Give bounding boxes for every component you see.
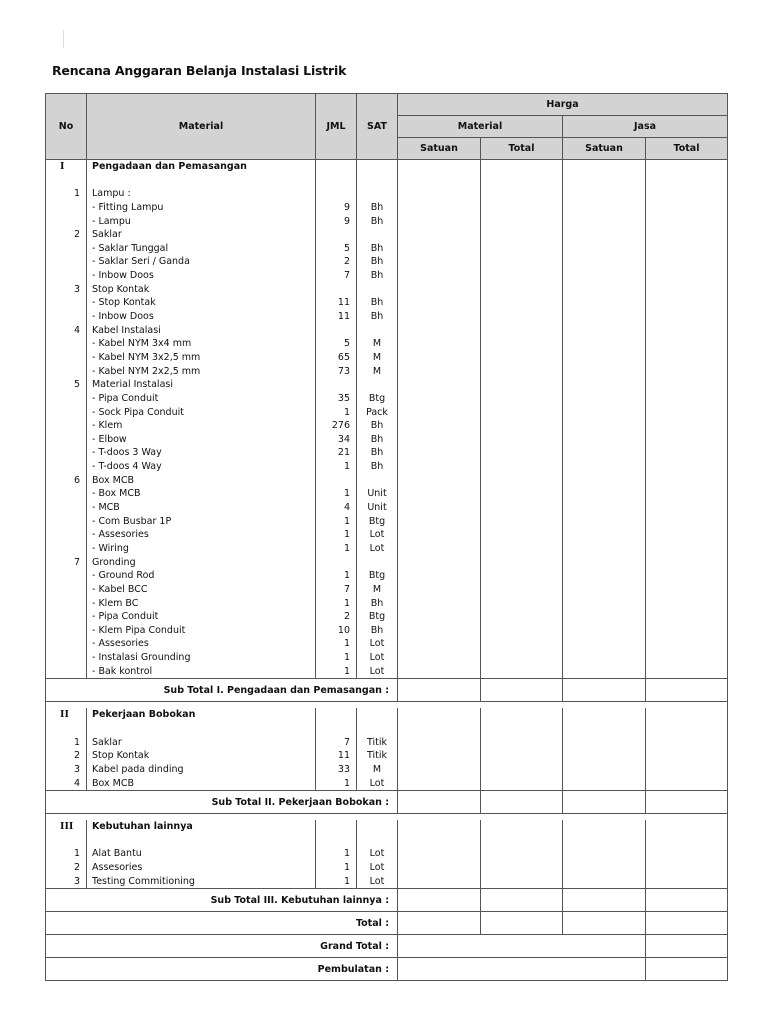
cell-sat [357,324,397,338]
cell-sat: Titik [366,736,388,748]
cell-jml: 10 [337,624,350,636]
cell-no [46,501,86,515]
cell-mat: Box MCB [92,777,135,789]
header-material-group: Material [398,116,563,138]
cell-mat: - Box MCB [92,488,141,500]
section-body-row [46,820,728,889]
cell-mat: Saklar [92,736,122,748]
column-no [46,708,87,790]
cell-no: 1 [73,736,80,748]
cell-jml: 7 [343,736,350,748]
cell-jml [316,283,356,297]
cell-jml [316,722,356,736]
cell-no [46,610,86,624]
cell-mat: - Kabel NYM 3x4 mm [92,338,192,350]
cell-no [46,528,86,542]
column-no [46,820,87,889]
column-jml [316,160,357,679]
cell-sat: Lot [369,848,385,860]
total-row-label: Total : [46,912,398,935]
cell-sat: Bh [370,597,384,609]
cell-no [46,365,86,379]
cell-jml: 65 [337,351,350,363]
cell-no [46,665,86,679]
cell-no [46,487,86,501]
column-jml [316,820,357,889]
pembulatan-row [46,958,728,981]
cell-no: 4 [73,324,80,336]
cell-mat [87,834,315,848]
cell-no [46,515,86,529]
cell-mat: - Pipa Conduit [92,392,159,404]
cell-sat [357,283,397,297]
price-cell [646,889,728,912]
cell-sat [357,556,397,570]
header-material: Material [87,94,316,160]
table-body [46,160,728,981]
price-cell [398,160,481,679]
cell-sat: M [372,338,382,350]
cell-no: 7 [73,556,80,568]
cell-no: 2 [73,750,80,762]
cell-sat: Btg [368,515,386,527]
cell-sat [357,722,397,736]
column-no [46,160,87,679]
cell-jml: 276 [331,420,350,432]
cell-mat: - Wiring [92,542,129,554]
cell-sat: Lot [369,665,385,677]
cell-sat: Bh [370,433,384,445]
section-body-row [46,708,728,790]
price-cell [563,160,646,679]
subtotal-label: Sub Total I. Pengadaan dan Pemasangan : [46,679,398,702]
price-cell [563,791,646,814]
cell-jml [316,228,356,242]
subtotal-label: Sub Total II. Pekerjaan Bobokan : [46,791,398,814]
cell-no [46,337,86,351]
cell-jml [316,160,356,174]
cell-mat: - Elbow [92,433,127,445]
price-cell [398,935,646,958]
cell-mat: - Klem Pipa Conduit [92,624,186,636]
price-cell [398,889,481,912]
cell-jml: 7 [343,270,350,282]
price-cell [398,912,481,935]
cell-mat: Kabel pada dinding [92,763,184,775]
header-jasa-group: Jasa [563,116,728,138]
cell-jml: 9 [343,215,350,227]
cell-sat: Bh [370,201,384,213]
cell-mat: - Fitting Lampu [92,201,164,213]
cell-sat [357,174,397,188]
cell-mat: - Sock Pipa Conduit [92,406,184,418]
cell-mat: Kabel Instalasi [92,324,161,336]
cell-no [46,215,86,229]
column-sat [357,160,398,679]
cell-sat: Bh [370,447,384,459]
cell-mat: - Assesories [92,638,149,650]
cell-sat: Bh [370,215,384,227]
cell-mat: Box MCB [92,474,135,486]
price-cell [481,820,563,889]
subtotal-label: Sub Total III. Kebutuhan lainnya : [46,889,398,912]
cell-no [46,392,86,406]
price-cell [646,912,728,935]
cell-sat: Lot [369,862,385,874]
cell-no [46,583,86,597]
cell-no [46,351,86,365]
cell-jml [316,556,356,570]
cell-jml: 7 [343,583,350,595]
total-row [46,912,728,935]
cell-sat: Unit [367,488,387,500]
cell-sat: Btg [368,611,386,623]
cell-sat [357,187,397,201]
cell-jml: 9 [343,201,350,213]
pembulatan-row-label: Pembulatan : [46,958,398,981]
cell-no: 2 [73,862,80,874]
price-cell [646,160,728,679]
cell-sat: Lot [369,542,385,554]
cell-sat: Lot [369,652,385,664]
cell-mat: Lampu : [92,188,131,200]
cell-mat: Testing Commitioning [92,875,195,887]
cell-mat: Saklar [92,229,122,241]
cell-no [46,542,86,556]
cell-jml: 1 [343,638,350,650]
cell-no [46,597,86,611]
cell-no: 1 [73,188,80,200]
cell-sat: Btg [368,570,386,582]
cell-mat: - Klem BC [92,597,139,609]
cell-mat: Gronding [92,556,136,568]
column-jml [316,708,357,790]
cell-jml [316,708,356,722]
cell-sat: Btg [368,392,386,404]
cell-mat: - Kabel NYM 2x2,5 mm [92,365,201,377]
cell-no [46,255,86,269]
cell-sat: Pack [366,406,388,418]
cell-sat: M [372,351,382,363]
header-sat: SAT [357,94,398,160]
header-jml: JML [316,94,357,160]
price-cell [563,912,646,935]
cell-sat: M [372,365,382,377]
price-cell [646,935,728,958]
cell-no: 4 [73,777,80,789]
price-cell [563,679,646,702]
cell-sat: Bh [370,624,384,636]
header-harga: Harga [398,94,728,116]
header-jasa-satuan: Satuan [563,138,646,160]
cell-sat: Titik [366,750,388,762]
price-cell [481,912,563,935]
price-cell [481,791,563,814]
cell-jml: 11 [337,750,350,762]
cell-sat [357,228,397,242]
subtotal-row [46,679,728,702]
cell-jml: 1 [343,862,350,874]
document-title: Rencana Anggaran Belanja Instalasi Listrik [52,63,347,78]
header-no: No [46,94,87,160]
cell-sat [357,708,397,722]
cell-jml: 35 [337,392,350,404]
cell-jml: 4 [343,502,350,514]
cell-no [46,446,86,460]
price-cell [481,160,563,679]
price-cell [481,889,563,912]
column-mat [87,820,316,889]
header-material-total: Total [481,138,563,160]
page-margin-mark [63,30,64,48]
price-cell [646,679,728,702]
cell-jml: 1 [343,848,350,860]
cell-jml: 1 [343,406,350,418]
cell-sat [357,820,397,834]
cell-sat: Lot [369,875,385,887]
cell-jml: 5 [343,338,350,350]
cell-jml [316,174,356,188]
cell-no [46,296,86,310]
cell-mat: - T-doos 3 Way [92,447,162,459]
cell-jml [316,187,356,201]
cell-no [46,569,86,583]
cell-sat: Bh [370,420,384,432]
cell-mat: - Inbow Doos [92,270,154,282]
cell-jml: 1 [343,542,350,554]
cell-no [46,269,86,283]
price-cell [481,679,563,702]
cell-sat [357,378,397,392]
cell-sat: Bh [370,270,384,282]
cell-jml [316,820,356,834]
cell-jml: 5 [343,242,350,254]
header-jasa-total: Total [646,138,728,160]
cell-jml: 1 [343,515,350,527]
cell-sat: Bh [370,311,384,323]
column-sat [357,708,398,790]
cell-no [46,834,86,848]
cell-no [46,174,86,188]
table-header [46,94,728,160]
grand-total-row [46,935,728,958]
column-mat [87,708,316,790]
price-cell [563,708,646,790]
grand-total-row-label: Grand Total : [46,935,398,958]
price-cell [398,679,481,702]
cell-jml: 1 [343,777,350,789]
cell-mat: Assesories [92,862,143,874]
subtotal-row [46,791,728,814]
cell-mat: - Klem [92,420,123,432]
cell-mat: - Stop Kontak [92,297,156,309]
cell-sat [357,474,397,488]
cell-jml: 1 [343,488,350,500]
cell-no: 5 [73,379,80,391]
cell-jml: 11 [337,297,350,309]
budget-table [45,93,728,981]
cell-sat: Bh [370,242,384,254]
cell-no [46,433,86,447]
cell-no: 1 [73,848,80,860]
cell-jml: 33 [337,763,350,775]
cell-sat: Bh [370,461,384,473]
cell-mat: - Saklar Seri / Ganda [92,256,190,268]
cell-no: I [60,161,65,172]
cell-no [46,460,86,474]
cell-mat: - Kabel BCC [92,583,148,595]
cell-no [46,419,86,433]
cell-jml: 2 [343,611,350,623]
cell-jml: 34 [337,433,350,445]
cell-jml [316,834,356,848]
cell-jml [316,324,356,338]
subtotal-row [46,889,728,912]
cell-no [46,722,86,736]
cell-sat [357,160,397,174]
cell-sat: Bh [370,256,384,268]
cell-mat: - Assesories [92,529,149,541]
cell-mat [87,722,315,736]
cell-no: III [60,821,74,833]
price-cell [398,820,481,889]
cell-sat: Lot [369,529,385,541]
cell-no [46,310,86,324]
cell-no: 3 [73,875,80,887]
column-sat [357,820,398,889]
cell-jml: 73 [337,365,350,377]
cell-jml: 1 [343,665,350,677]
cell-jml: 1 [343,597,350,609]
cell-mat: - Pipa Conduit [92,611,159,623]
cell-no [46,201,86,215]
header-material-satuan: Satuan [398,138,481,160]
cell-sat: Unit [367,502,387,514]
price-cell [563,820,646,889]
cell-mat: - Bak kontrol [92,665,153,677]
cell-mat: Alat Bantu [92,848,142,860]
column-mat [87,160,316,679]
price-cell [646,958,728,981]
price-cell [646,820,728,889]
price-cell [398,958,646,981]
cell-mat: Material Instalasi [92,379,173,391]
cell-no [46,242,86,256]
cell-mat: Stop Kontak [92,283,150,295]
cell-no: 3 [73,283,80,295]
cell-sat: Bh [370,297,384,309]
cell-jml: 1 [343,461,350,473]
section-body-row [46,160,728,679]
cell-mat: Kebutuhan lainnya [92,821,193,833]
cell-sat: M [372,583,382,595]
cell-mat: Stop Kontak [92,750,150,762]
price-cell [646,708,728,790]
cell-mat: - MCB [92,502,120,514]
cell-no: 6 [73,474,80,486]
cell-mat: - Com Busbar 1P [92,515,172,527]
cell-jml: 1 [343,570,350,582]
cell-mat: - Lampu [92,215,131,227]
cell-mat [87,174,315,188]
cell-mat: - Kabel NYM 3x2,5 mm [92,351,201,363]
cell-mat: - Inbow Doos [92,311,154,323]
cell-jml [316,474,356,488]
cell-jml [316,378,356,392]
cell-no: 3 [73,763,80,775]
cell-mat: - Instalasi Grounding [92,652,191,664]
cell-mat: - Ground Rod [92,570,155,582]
cell-sat [357,834,397,848]
cell-sat: Lot [369,777,385,789]
cell-jml: 2 [343,256,350,268]
cell-no [46,651,86,665]
cell-mat: - Saklar Tunggal [92,242,169,254]
price-cell [481,708,563,790]
cell-mat: Pekerjaan Bobokan [92,709,196,721]
cell-jml: 11 [337,311,350,323]
cell-mat: Pengadaan dan Pemasangan [92,161,247,172]
cell-no: II [60,709,69,721]
cell-sat: M [372,763,382,775]
cell-jml: 1 [343,875,350,887]
price-cell [398,791,481,814]
cell-no: 2 [73,229,80,241]
price-cell [563,889,646,912]
cell-jml: 21 [337,447,350,459]
cell-jml: 1 [343,652,350,664]
cell-no [46,406,86,420]
price-cell [646,791,728,814]
cell-mat: - T-doos 4 Way [92,461,162,473]
cell-no [46,624,86,638]
cell-jml: 1 [343,529,350,541]
price-cell [398,708,481,790]
cell-no [46,637,86,651]
cell-sat: Lot [369,638,385,650]
